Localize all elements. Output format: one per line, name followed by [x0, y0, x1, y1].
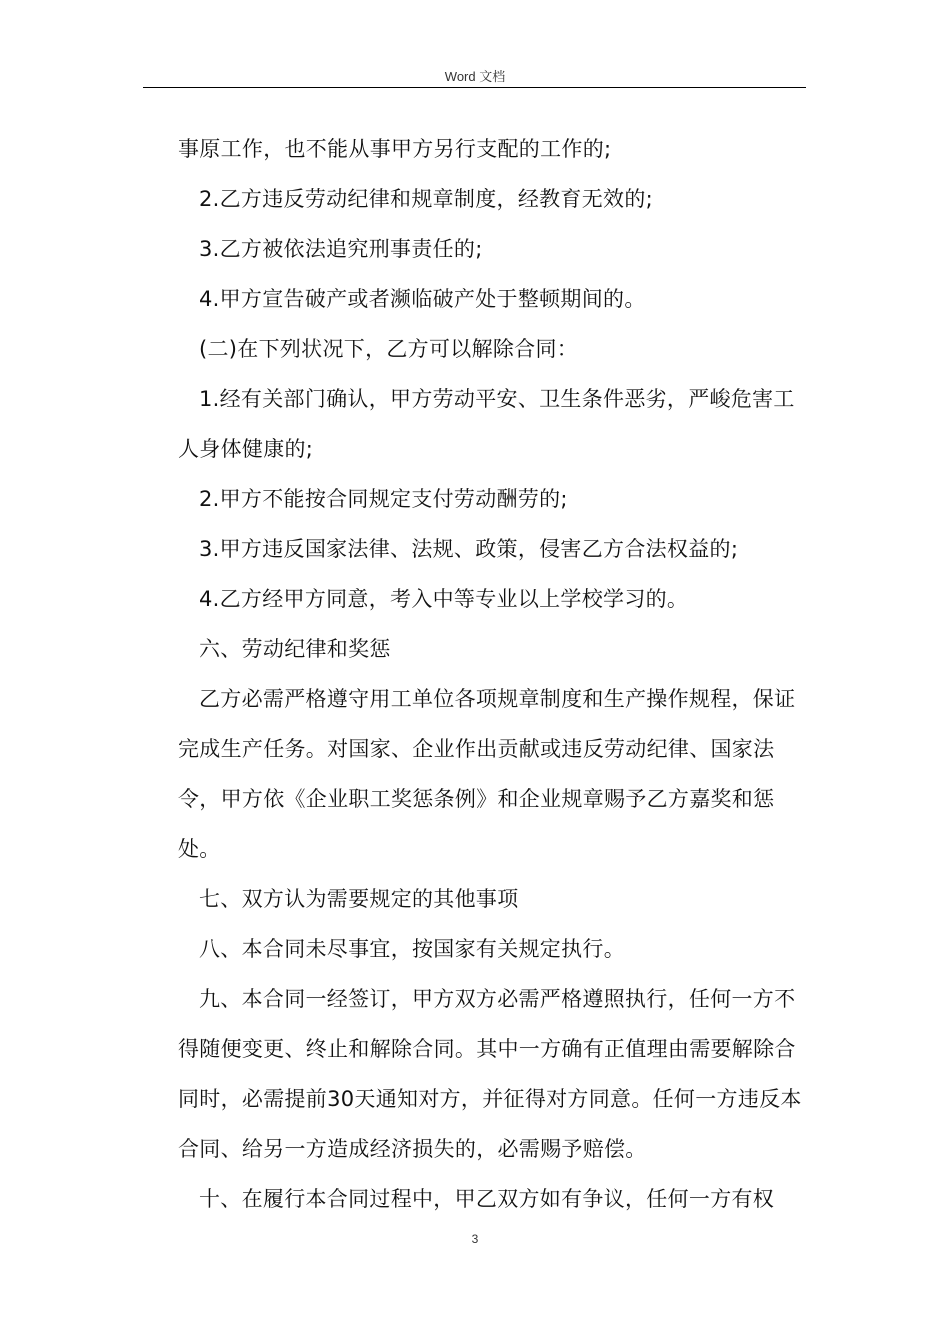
paragraph: 事原工作，也不能从事甲方另行支配的工作的; — [178, 137, 612, 161]
page-header: Word 文档 — [444, 69, 506, 84]
paragraph: 2.甲方不能按合同规定支付劳动酬劳的; — [199, 487, 568, 511]
paragraph: 八、本合同未尽事宜，按国家有关规定执行。 — [199, 937, 625, 961]
paragraph: 3.乙方被依法追究刑事责任的; — [199, 237, 483, 261]
paragraph: 2.乙方违反劳动纪律和规章制度，经教育无效的; — [199, 187, 654, 211]
paragraph: 3.甲方违反国家法律、法规、政策，侵害乙方合法权益的; — [199, 537, 739, 561]
page-number: 3 — [471, 1232, 479, 1246]
paragraph: 1.经有关部门确认，甲方劳动平安、卫生条件恶劣，严峻危害工人身体健康的; — [178, 387, 795, 461]
section-heading: 六、劳动纪律和奖惩 — [199, 637, 391, 661]
paragraph: 十、在履行本合同过程中，甲乙双方如有争议，任何一方有权 — [199, 1187, 775, 1211]
paragraph: 乙方必需严格遵守用工单位各项规章制度和生产操作规程，保证完成生产任务。对国家、企业作出贡献或违反劳动纪律、国家法令，甲方依《企业职工奖惩条例》和企业规章赐予乙方嘉奖和惩处。 — [178, 687, 796, 861]
paragraph: 九、本合同一经签订，甲方双方必需严格遵照执行，任何一方不得随便变更、终止和解除合同。其中一方确有正值理由需要解除合同时，必需提前30天通知对方，并征得对方同意。任何一方违反本合同、给另一方造成经济损失的，必需赐予赔偿。 — [178, 987, 802, 1161]
section-heading: 七、双方认为需要规定的其他事项 — [199, 887, 519, 911]
paragraph: 4.甲方宣告破产或者濒临破产处于整顿期间的。 — [199, 287, 646, 311]
document-body — [178, 124, 804, 1224]
paragraph: (二)在下列状况下，乙方可以解除合同： — [199, 337, 579, 361]
paragraph: 4.乙方经甲方同意，考入中等专业以上学校学习的。 — [199, 587, 689, 611]
header-divider — [143, 87, 806, 88]
